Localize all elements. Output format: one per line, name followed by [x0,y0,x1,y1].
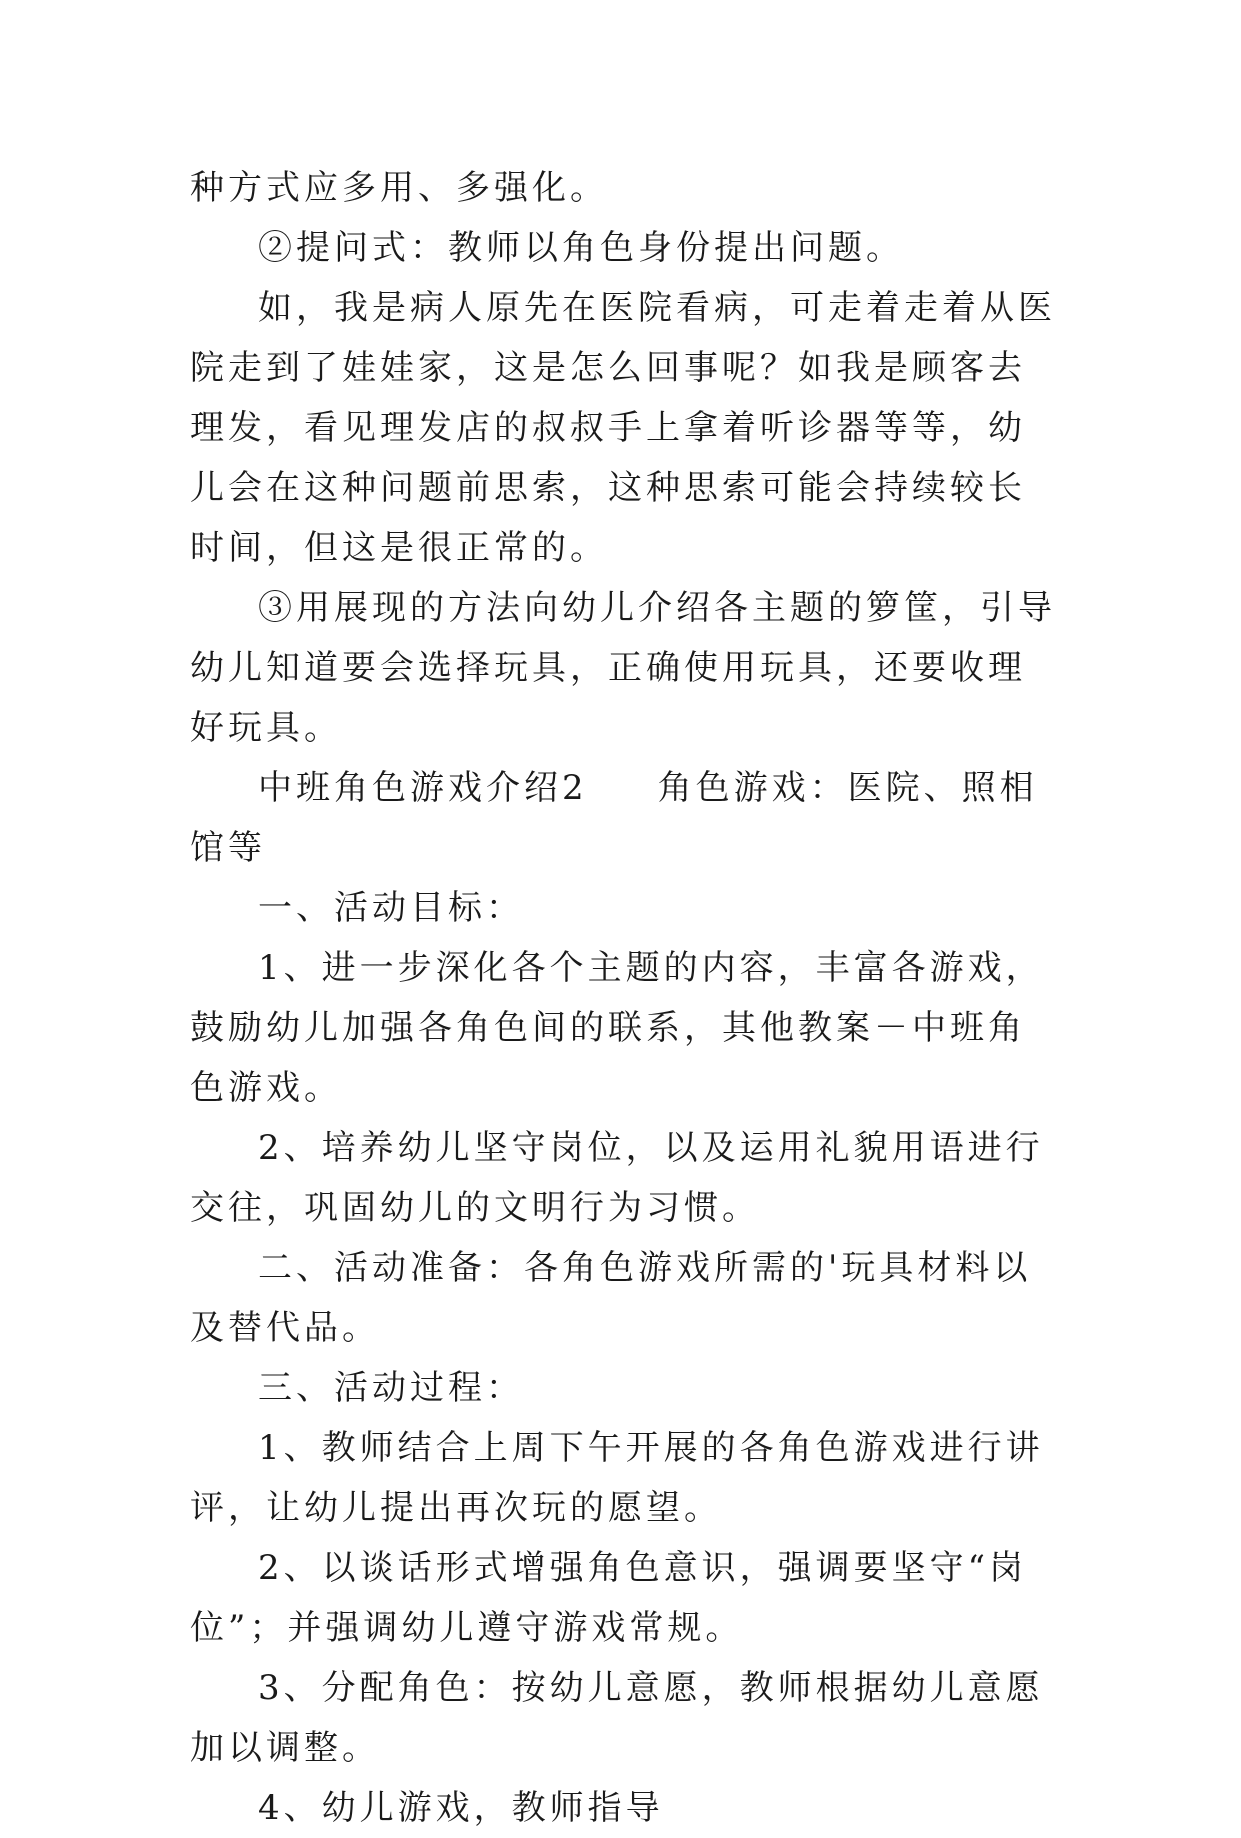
paragraph: 1、教师结合上周下午开展的各角色游戏进行讲评，让幼儿提出再次玩的愿望。 [190,1428,1044,1528]
paragraph: 三、活动过程： [258,1368,524,1408]
paragraph: 2、以谈话形式增强角色意识，强调要坚守“岗位”；并强调幼儿遵守游戏常规。 [190,1548,1028,1648]
paragraph: 二、活动准备：各角色游戏所需的'玩具材料以及替代品。 [190,1248,1032,1348]
paragraph: 4、幼儿游戏，教师指导 [258,1788,664,1828]
paragraph: ②提问式：教师以角色身份提出问题。 [258,228,904,268]
paragraph: 如，我是病人原先在医院看病，可走着走着从医院走到了娃娃家，这是怎么回事呢？如我是顾客去理发，看见理发店的叔叔手上拿着听诊器等等，幼儿会在这种问题前思索，这种思索可能会持续较长时间，但这是很正常的。 [190,288,1056,568]
paragraph: 1、进一步深化各个主题的内容，丰富各游戏，鼓励幼儿加强各角色间的联系，其他教案－中班角色游戏。 [190,948,1044,1108]
paragraph: 一、活动目标： [258,888,524,928]
section-heading-title: 中班角色游戏介绍2 [258,768,588,808]
section-heading-subtitle: 角色游戏：医院、照相馆等 [190,768,1038,868]
section-heading [190,758,1060,878]
paragraph: 2、培养幼儿坚守岗位，以及运用礼貌用语进行交往，巩固幼儿的文明行为习惯。 [190,1128,1044,1228]
paragraph: 3、分配角色：按幼儿意愿，教师根据幼儿意愿加以调整。 [190,1668,1044,1768]
document-body [190,158,1060,1838]
paragraph: ③用展现的方法向幼儿介绍各主题的箩筐，引导幼儿知道要会选择玩具，正确使用玩具，还要收理好玩具。 [190,588,1056,748]
paragraph: 种方式应多用、多强化。 [190,168,608,208]
